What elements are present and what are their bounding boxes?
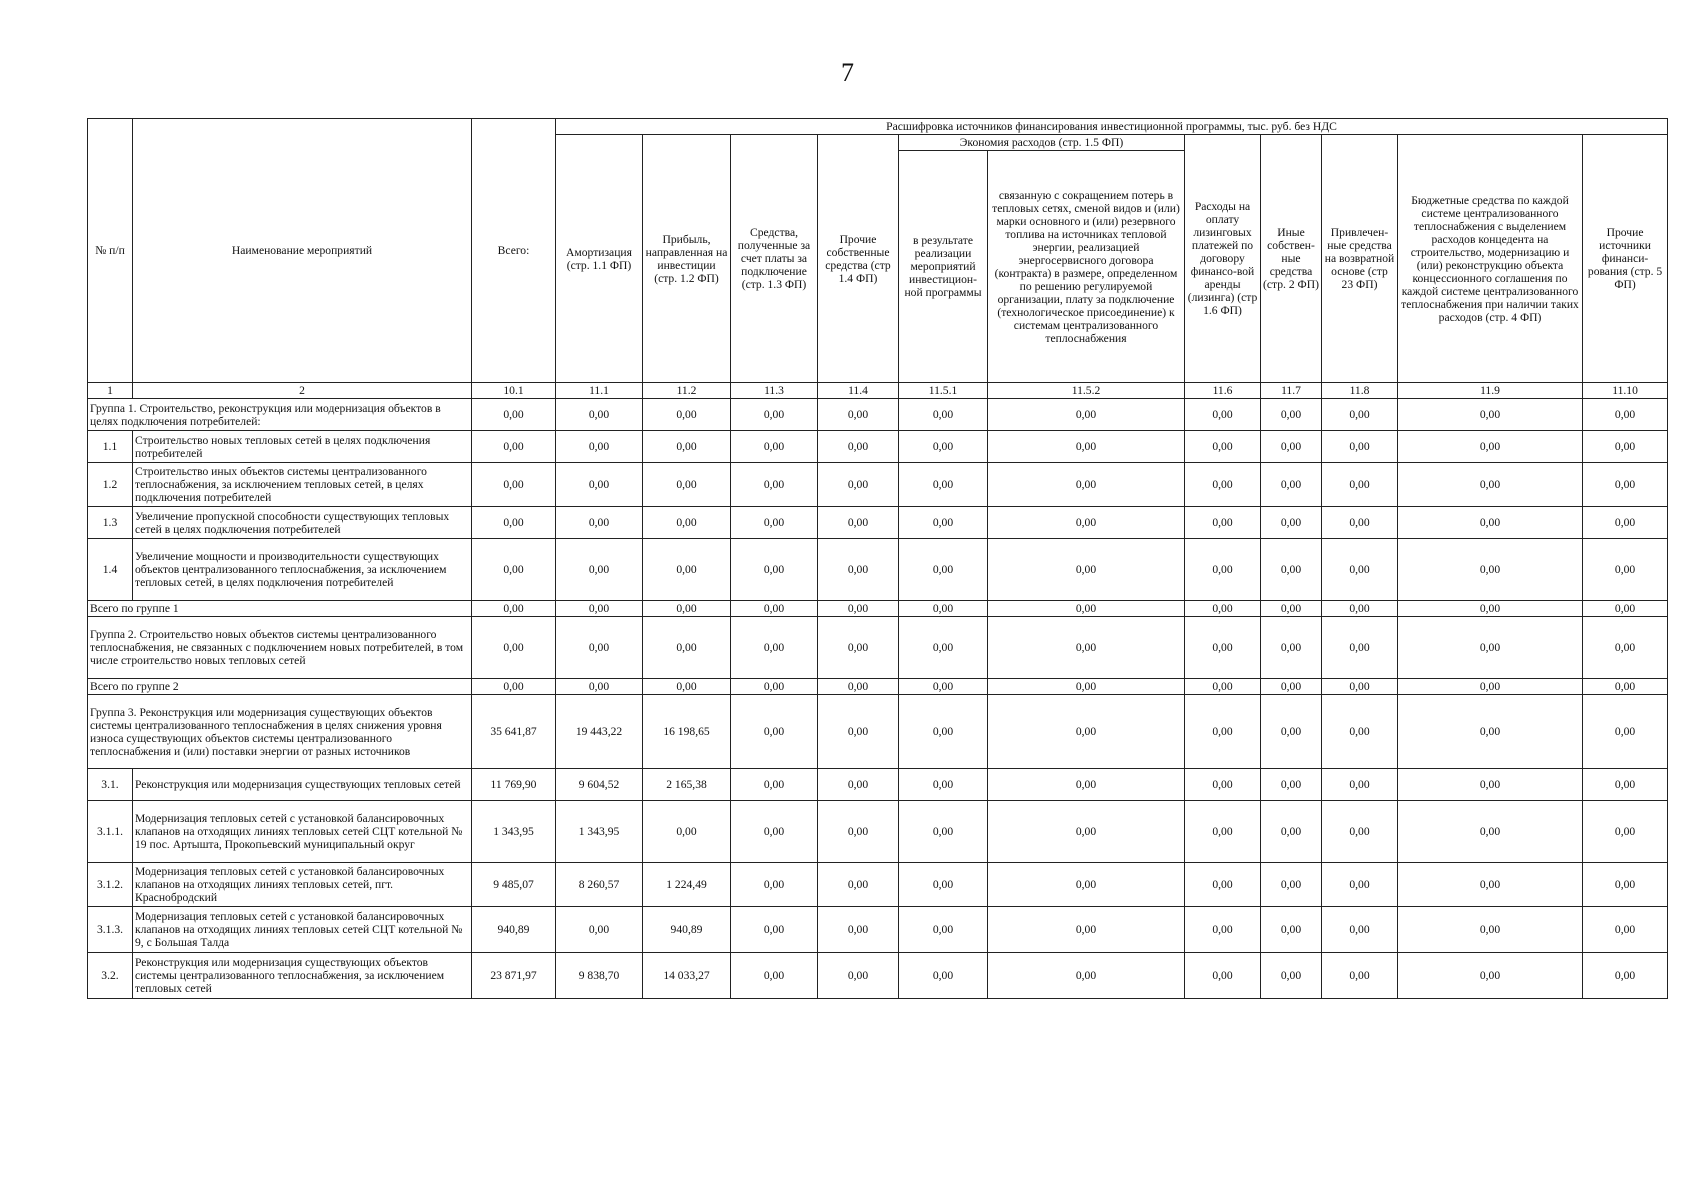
value-cell: 0,00 xyxy=(1185,863,1261,907)
value-cell: 0,00 xyxy=(1398,863,1583,907)
row-code: 3.1. xyxy=(88,769,133,801)
group-label: Группа 3. Реконструкция или модернизация существующих объектов системы централизованного теплоснабжения в целях снижения уровня износа существующих объектов системы централизованного теплоснабжения и (или) поставки энергии от разных источников xyxy=(88,695,472,769)
value-cell: 0,00 xyxy=(988,399,1185,431)
value-cell: 0,00 xyxy=(1583,679,1668,695)
value-cell: 0,00 xyxy=(818,769,899,801)
value-cell: 0,00 xyxy=(818,953,899,999)
column-number-cell: 10.1 xyxy=(472,383,556,399)
value-cell: 0,00 xyxy=(1322,463,1398,507)
value-cell: 1 343,95 xyxy=(472,801,556,863)
value-cell: 0,00 xyxy=(472,601,556,617)
value-cell: 0,00 xyxy=(643,399,731,431)
value-cell: 0,00 xyxy=(1261,801,1322,863)
value-cell: 0,00 xyxy=(988,539,1185,601)
value-cell: 19 443,22 xyxy=(556,695,643,769)
value-cell: 0,00 xyxy=(731,695,818,769)
value-cell: 0,00 xyxy=(1398,801,1583,863)
value-cell: 2 165,38 xyxy=(643,769,731,801)
value-cell: 0,00 xyxy=(818,399,899,431)
value-cell: 0,00 xyxy=(1583,953,1668,999)
value-cell: 0,00 xyxy=(1261,463,1322,507)
value-cell: 0,00 xyxy=(1583,907,1668,953)
value-cell: 0,00 xyxy=(556,601,643,617)
column-number-cell: 11.2 xyxy=(643,383,731,399)
value-cell: 0,00 xyxy=(1185,953,1261,999)
column-number-cell: 11.5.1 xyxy=(899,383,988,399)
value-cell: 0,00 xyxy=(818,463,899,507)
value-cell: 0,00 xyxy=(988,695,1185,769)
value-cell: 0,00 xyxy=(988,769,1185,801)
group-row xyxy=(88,399,1668,431)
value-cell: 0,00 xyxy=(1398,695,1583,769)
value-cell: 0,00 xyxy=(1185,399,1261,431)
value-cell: 0,00 xyxy=(988,617,1185,679)
header-other-own2: Иные собствен-ные средства (стр. 2 ФП) xyxy=(1261,135,1322,383)
value-cell: 0,00 xyxy=(899,601,988,617)
value-cell: 0,00 xyxy=(1185,907,1261,953)
header-economy: Экономия расходов (стр. 1.5 ФП) xyxy=(899,135,1185,151)
row-label: Строительство иных объектов системы централизованного теплоснабжения, за исключением тепловых сетей, в целях подключения потребителей xyxy=(133,463,472,507)
value-cell: 0,00 xyxy=(472,617,556,679)
column-number-cell: 11.7 xyxy=(1261,383,1322,399)
value-cell: 0,00 xyxy=(988,907,1185,953)
value-cell: 0,00 xyxy=(472,399,556,431)
value-cell: 0,00 xyxy=(1322,695,1398,769)
row-code: 1.1 xyxy=(88,431,133,463)
column-number-cell: 11.8 xyxy=(1322,383,1398,399)
value-cell: 0,00 xyxy=(988,507,1185,539)
column-number-cell: 11.1 xyxy=(556,383,643,399)
value-cell: 0,00 xyxy=(556,907,643,953)
value-cell: 0,00 xyxy=(1322,863,1398,907)
value-cell: 9 485,07 xyxy=(472,863,556,907)
value-cell: 9 604,52 xyxy=(556,769,643,801)
table-row xyxy=(88,863,1668,907)
value-cell: 0,00 xyxy=(731,679,818,695)
row-label: Реконструкция или модернизация существующих тепловых сетей xyxy=(133,769,472,801)
value-cell: 0,00 xyxy=(1322,953,1398,999)
value-cell: 14 033,27 xyxy=(643,953,731,999)
value-cell: 940,89 xyxy=(643,907,731,953)
value-cell: 0,00 xyxy=(899,695,988,769)
row-label: Увеличение мощности и производительности существующих объектов централизованного теплоснабжения, за исключением тепловых сетей, в целях подключения потребителей xyxy=(133,539,472,601)
row-label: Модернизация тепловых сетей с установкой балансировочных клапанов на отходящих линиях тепловых сетей СЦТ котельной № 9, с Большая Талда xyxy=(133,907,472,953)
value-cell: 0,00 xyxy=(1398,769,1583,801)
value-cell: 0,00 xyxy=(1398,617,1583,679)
row-label: Модернизация тепловых сетей с установкой балансировочных клапанов на отходящих линиях тепловых сетей, пгт. Краснобродский xyxy=(133,863,472,907)
value-cell: 0,00 xyxy=(1185,617,1261,679)
header-profit: Прибыль, направленная на инвестиции (стр. 1.2 ФП) xyxy=(643,135,731,383)
value-cell: 0,00 xyxy=(1322,617,1398,679)
value-cell: 0,00 xyxy=(1261,601,1322,617)
row-code: 3.1.3. xyxy=(88,907,133,953)
value-cell: 0,00 xyxy=(731,539,818,601)
row-code: 1.4 xyxy=(88,539,133,601)
value-cell: 0,00 xyxy=(899,463,988,507)
value-cell: 0,00 xyxy=(1583,695,1668,769)
table-row xyxy=(88,463,1668,507)
value-cell: 0,00 xyxy=(899,431,988,463)
group-row xyxy=(88,695,1668,769)
value-cell: 0,00 xyxy=(899,863,988,907)
value-cell: 0,00 xyxy=(818,695,899,769)
value-cell: 0,00 xyxy=(899,679,988,695)
header-amort: Амортизация (стр. 1.1 ФП) xyxy=(556,135,643,383)
value-cell: 0,00 xyxy=(556,431,643,463)
financing-table xyxy=(87,118,1668,999)
value-cell: 9 838,70 xyxy=(556,953,643,999)
value-cell: 0,00 xyxy=(818,431,899,463)
value-cell: 0,00 xyxy=(988,953,1185,999)
value-cell: 0,00 xyxy=(818,507,899,539)
value-cell: 0,00 xyxy=(818,617,899,679)
table-row xyxy=(88,769,1668,801)
value-cell: 0,00 xyxy=(731,863,818,907)
value-cell: 0,00 xyxy=(1322,801,1398,863)
row-code: 1.3 xyxy=(88,507,133,539)
total-label: Всего по группе 2 xyxy=(88,679,472,695)
row-label: Строительство новых тепловых сетей в целях подключения потребителей xyxy=(133,431,472,463)
value-cell: 16 198,65 xyxy=(643,695,731,769)
value-cell: 0,00 xyxy=(472,507,556,539)
column-numbers-row xyxy=(88,383,1668,399)
row-label: Модернизация тепловых сетей с установкой балансировочных клапанов на отходящих линиях тепловых сетей СЦТ котельной № 19 пос. Артышта, Прокопьевский муниципальный округ xyxy=(133,801,472,863)
group-label: Группа 1. Строительство, реконструкция или модернизация объектов в целях подключения потребителей: xyxy=(88,399,472,431)
value-cell: 1 224,49 xyxy=(643,863,731,907)
value-cell: 0,00 xyxy=(643,601,731,617)
value-cell: 0,00 xyxy=(1398,431,1583,463)
value-cell: 0,00 xyxy=(1185,431,1261,463)
value-cell: 0,00 xyxy=(556,539,643,601)
value-cell: 940,89 xyxy=(472,907,556,953)
value-cell: 0,00 xyxy=(899,617,988,679)
value-cell: 0,00 xyxy=(988,801,1185,863)
total-label: Всего по группе 1 xyxy=(88,601,472,617)
column-number-cell: 1 xyxy=(88,383,133,399)
value-cell: 0,00 xyxy=(1583,601,1668,617)
value-cell: 0,00 xyxy=(818,679,899,695)
value-cell: 0,00 xyxy=(818,539,899,601)
value-cell: 0,00 xyxy=(1261,399,1322,431)
value-cell: 1 343,95 xyxy=(556,801,643,863)
header-no: № п/п xyxy=(88,119,133,383)
value-cell: 0,00 xyxy=(556,399,643,431)
value-cell: 0,00 xyxy=(1583,539,1668,601)
header-connection-fees: Средства, полученные за счет платы за подключение (стр. 1.3 ФП) xyxy=(731,135,818,383)
total-row xyxy=(88,679,1668,695)
value-cell: 0,00 xyxy=(1185,539,1261,601)
value-cell: 0,00 xyxy=(643,539,731,601)
table-row xyxy=(88,953,1668,999)
value-cell: 0,00 xyxy=(731,601,818,617)
value-cell: 0,00 xyxy=(472,679,556,695)
group-row xyxy=(88,617,1668,679)
value-cell: 0,00 xyxy=(731,907,818,953)
header-economy-related: связанную с сокращением потерь в тепловых сетях, сменой видов и (или) марки основного и (или) резервного топлива на источниках тепловой энергии, реализацией энергосервисного договора (контракта) в размере, определенном по решению регулируемой организации, плату за подключение (технологическое присоединение) к системам централизованного теплоснабжения xyxy=(988,151,1185,383)
row-code: 1.2 xyxy=(88,463,133,507)
column-number-cell: 11.5.2 xyxy=(988,383,1185,399)
value-cell: 0,00 xyxy=(643,463,731,507)
value-cell: 0,00 xyxy=(1583,507,1668,539)
header-total: Всего: xyxy=(472,119,556,383)
value-cell: 0,00 xyxy=(1322,769,1398,801)
value-cell: 0,00 xyxy=(643,431,731,463)
header-other-own: Прочие собственные средства (стр 1.4 ФП) xyxy=(818,135,899,383)
value-cell: 0,00 xyxy=(643,801,731,863)
value-cell: 0,00 xyxy=(1185,769,1261,801)
value-cell: 0,00 xyxy=(1583,863,1668,907)
value-cell: 0,00 xyxy=(1185,679,1261,695)
column-number-cell: 11.6 xyxy=(1185,383,1261,399)
value-cell: 0,00 xyxy=(1398,539,1583,601)
row-label: Реконструкция или модернизация существующих объектов системы централизованного теплоснабжения, за исключением тепловых сетей xyxy=(133,953,472,999)
header-economy-result: в результате реализации мероприятий инвестицион-ной программы xyxy=(899,151,988,383)
value-cell: 0,00 xyxy=(1261,863,1322,907)
value-cell: 0,00 xyxy=(1398,679,1583,695)
value-cell: 0,00 xyxy=(643,617,731,679)
value-cell: 0,00 xyxy=(1583,801,1668,863)
total-row xyxy=(88,601,1668,617)
value-cell: 0,00 xyxy=(556,507,643,539)
value-cell: 0,00 xyxy=(1261,679,1322,695)
row-code: 3.2. xyxy=(88,953,133,999)
column-number-cell: 11.4 xyxy=(818,383,899,399)
value-cell: 0,00 xyxy=(899,399,988,431)
value-cell: 23 871,97 xyxy=(472,953,556,999)
value-cell: 0,00 xyxy=(1583,431,1668,463)
value-cell: 0,00 xyxy=(899,907,988,953)
table-row xyxy=(88,539,1668,601)
value-cell: 0,00 xyxy=(1398,953,1583,999)
value-cell: 0,00 xyxy=(899,801,988,863)
value-cell: 0,00 xyxy=(1398,601,1583,617)
value-cell: 11 769,90 xyxy=(472,769,556,801)
value-cell: 0,00 xyxy=(472,431,556,463)
value-cell: 0,00 xyxy=(472,463,556,507)
header-sources-title: Расшифровка источников финансирования инвестиционной программы, тыс. руб. без НДС xyxy=(556,119,1668,135)
value-cell: 0,00 xyxy=(1322,399,1398,431)
value-cell: 0,00 xyxy=(1261,431,1322,463)
column-number-cell: 11.3 xyxy=(731,383,818,399)
value-cell: 0,00 xyxy=(1185,695,1261,769)
value-cell: 0,00 xyxy=(1261,617,1322,679)
value-cell: 0,00 xyxy=(731,507,818,539)
value-cell: 0,00 xyxy=(1583,463,1668,507)
value-cell: 0,00 xyxy=(1322,539,1398,601)
value-cell: 0,00 xyxy=(731,399,818,431)
value-cell: 0,00 xyxy=(1398,399,1583,431)
value-cell: 0,00 xyxy=(1261,539,1322,601)
value-cell: 0,00 xyxy=(731,463,818,507)
value-cell: 0,00 xyxy=(899,539,988,601)
value-cell: 0,00 xyxy=(988,679,1185,695)
value-cell: 0,00 xyxy=(1261,695,1322,769)
value-cell: 0,00 xyxy=(988,463,1185,507)
value-cell: 8 260,57 xyxy=(556,863,643,907)
value-cell: 0,00 xyxy=(988,601,1185,617)
value-cell: 0,00 xyxy=(1185,601,1261,617)
value-cell: 0,00 xyxy=(1322,601,1398,617)
header-name: Наименование мероприятий xyxy=(133,119,472,383)
value-cell: 0,00 xyxy=(988,863,1185,907)
value-cell: 0,00 xyxy=(1398,507,1583,539)
value-cell: 0,00 xyxy=(643,679,731,695)
column-number-cell: 11.10 xyxy=(1583,383,1668,399)
value-cell: 35 641,87 xyxy=(472,695,556,769)
value-cell: 0,00 xyxy=(1261,769,1322,801)
value-cell: 0,00 xyxy=(731,617,818,679)
row-label: Увеличение пропускной способности существующих тепловых сетей в целях подключения потребителей xyxy=(133,507,472,539)
value-cell: 0,00 xyxy=(899,953,988,999)
page-number: 7 xyxy=(841,58,854,87)
value-cell: 0,00 xyxy=(818,801,899,863)
value-cell: 0,00 xyxy=(1185,801,1261,863)
value-cell: 0,00 xyxy=(899,769,988,801)
value-cell: 0,00 xyxy=(818,907,899,953)
value-cell: 0,00 xyxy=(731,431,818,463)
value-cell: 0,00 xyxy=(556,679,643,695)
value-cell: 0,00 xyxy=(1322,679,1398,695)
table-row xyxy=(88,507,1668,539)
value-cell: 0,00 xyxy=(731,801,818,863)
value-cell: 0,00 xyxy=(472,539,556,601)
value-cell: 0,00 xyxy=(556,463,643,507)
value-cell: 0,00 xyxy=(899,507,988,539)
header-budget: Бюджетные средства по каждой системе централизованного теплоснабжения с выделением расходов концедента на строительство, модернизацию и (или) реконструкцию объекта концессионного соглашения по каждой системе централизованного теплоснабжения при наличии таких расходов (стр. 4 ФП) xyxy=(1398,135,1583,383)
column-number-cell: 11.9 xyxy=(1398,383,1583,399)
value-cell: 0,00 xyxy=(1261,953,1322,999)
header-leasing: Расходы на оплату лизинговых платежей по договору финансо-вой аренды (лизинга) (стр 1.6 ФП) xyxy=(1185,135,1261,383)
table-row xyxy=(88,801,1668,863)
value-cell: 0,00 xyxy=(1185,507,1261,539)
value-cell: 0,00 xyxy=(1583,399,1668,431)
value-cell: 0,00 xyxy=(1398,463,1583,507)
value-cell: 0,00 xyxy=(1398,907,1583,953)
table-row xyxy=(88,431,1668,463)
column-number-cell: 2 xyxy=(133,383,472,399)
value-cell: 0,00 xyxy=(818,601,899,617)
value-cell: 0,00 xyxy=(988,431,1185,463)
value-cell: 0,00 xyxy=(1322,907,1398,953)
value-cell: 0,00 xyxy=(1322,507,1398,539)
value-cell: 0,00 xyxy=(731,769,818,801)
value-cell: 0,00 xyxy=(818,863,899,907)
row-code: 3.1.2. xyxy=(88,863,133,907)
value-cell: 0,00 xyxy=(1583,769,1668,801)
group-label: Группа 2. Строительство новых объектов системы централизованного теплоснабжения, не связанных с подключением новых потребителей, в том числе строительство новых тепловых сетей xyxy=(88,617,472,679)
value-cell: 0,00 xyxy=(1583,617,1668,679)
value-cell: 0,00 xyxy=(731,953,818,999)
header-other-sources: Прочие источники финанси-рования (стр. 5 ФП) xyxy=(1583,135,1668,383)
row-code: 3.1.1. xyxy=(88,801,133,863)
value-cell: 0,00 xyxy=(643,507,731,539)
value-cell: 0,00 xyxy=(556,617,643,679)
value-cell: 0,00 xyxy=(1261,507,1322,539)
value-cell: 0,00 xyxy=(1261,907,1322,953)
value-cell: 0,00 xyxy=(1185,463,1261,507)
header-borrowed: Привлечен-ные средства на возвратной основе (стр 23 ФП) xyxy=(1322,135,1398,383)
table-row xyxy=(88,907,1668,953)
value-cell: 0,00 xyxy=(1322,431,1398,463)
